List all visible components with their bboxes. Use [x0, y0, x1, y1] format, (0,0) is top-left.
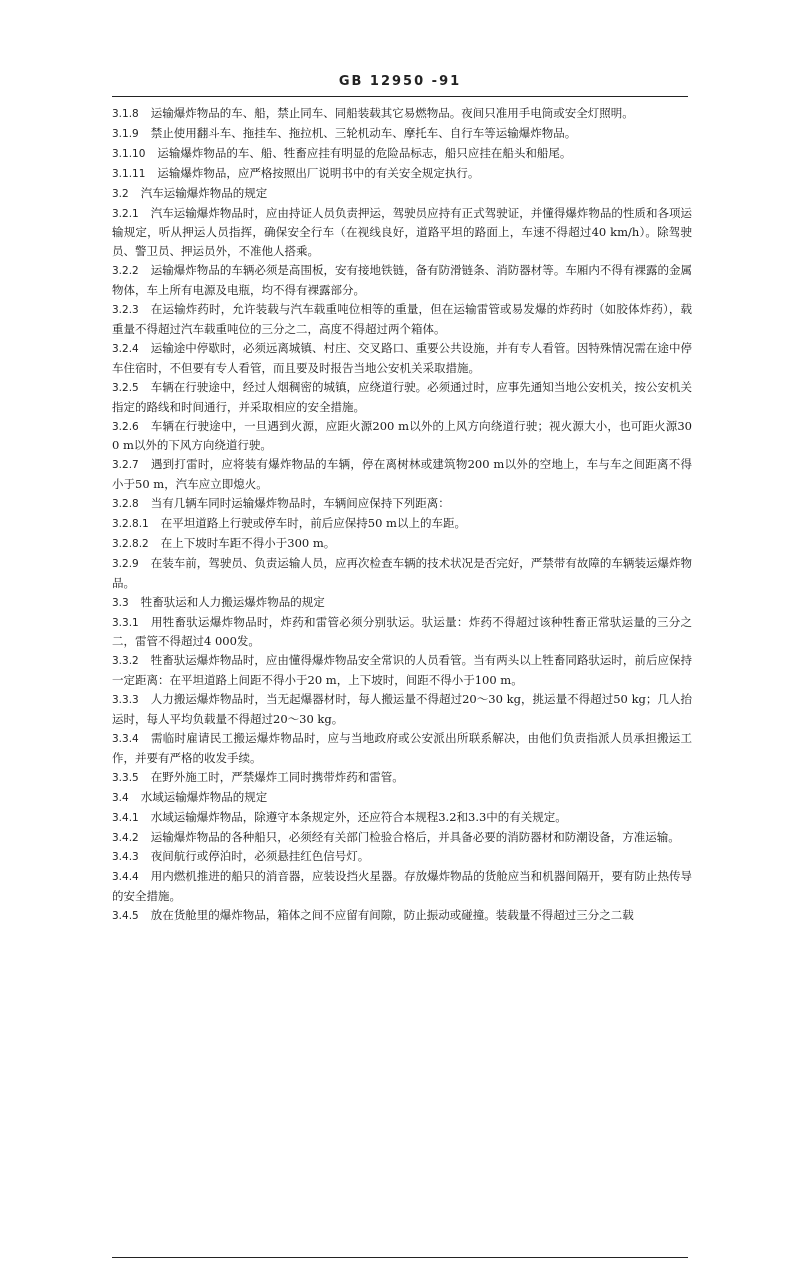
clause-text: 需临时雇请民工搬运爆炸物品时，应与当地政府或公安派出所联系解决，由他们负责指派人员承担搬运工作，并要有严格的收发手续。 [112, 731, 692, 765]
page-header: GB 12950 -91 [338, 74, 462, 89]
clause-number: 3.2.8.2 [112, 537, 149, 550]
clause-number: 3.4.2 [112, 831, 139, 844]
clause-number: 3.3.5 [112, 771, 139, 784]
clause-text: 运输爆炸物品的车、船、牲畜应挂有明显的危险品标志，船只应挂在船头和船尾。 [157, 145, 572, 160]
clause-text: 牲畜驮运爆炸物品时，应由懂得爆炸物品安全常识的人员看管。当有两头以上牲畜同路驮运时，前后应保持一定距离：在平坦道路上间距不得小于20 m，上下坡时，间距不得小于100 m。 [112, 653, 692, 688]
clause-paragraph [112, 788, 692, 808]
clause-number: 3.2.1 [112, 207, 139, 220]
clause-paragraph [112, 124, 692, 144]
clause-paragraph [112, 651, 692, 690]
clause-text: 水域运输爆炸物品，除遵守本条规定外，还应符合本规程3.2和3.3中的有关规定。 [150, 809, 567, 824]
clause-paragraph [112, 847, 692, 867]
clause-paragraph [112, 104, 692, 124]
clause-paragraph [112, 828, 692, 848]
clause-number: 3.4 [112, 791, 129, 804]
clause-paragraph [112, 729, 692, 768]
clause-text: 在野外施工时，严禁爆炸工同时携带炸药和雷管。 [150, 769, 404, 784]
clause-text: 运输爆炸物品，应严格按照出厂说明书中的有关安全规定执行。 [157, 165, 480, 180]
clause-number: 3.1.10 [112, 147, 146, 160]
clause-text: 车辆在行驶途中，经过人烟稠密的城镇，应绕道行驶。必须通过时，应事先通知当地公安机关，按公安机关指定的路线和时间通行，并采取相应的安全措施。 [112, 379, 692, 414]
clause-number: 3.2.9 [112, 557, 139, 570]
header-rule [112, 96, 688, 97]
clause-text: 在上下坡时车距不得小于300 m。 [160, 535, 336, 550]
clause-paragraph [112, 613, 692, 652]
clause-text: 人力搬运爆炸物品时，当无起爆器材时，每人搬运量不得超过20～30 kg，挑运量不得超过50 kg；几人抬运时，每人平均负载量不得超过20～30 kg。 [112, 692, 692, 727]
clause-number: 3.1.11 [112, 167, 146, 180]
clause-number: 3.3.4 [112, 733, 139, 745]
clause-number: 3.2.6 [112, 420, 139, 433]
clause-paragraph [112, 593, 692, 613]
clause-paragraph [112, 261, 692, 300]
clause-number: 3.4.1 [112, 811, 139, 824]
clause-number: 3.4.3 [112, 851, 139, 864]
clause-paragraph [112, 339, 692, 378]
clause-text: 遇到打雷时，应将装有爆炸物品的车辆，停在离树林或建筑物200 m以外的空地上，车与车之间距离不得小于50 m，汽车应立即熄火。 [112, 457, 692, 492]
clause-text: 在运输炸药时，允许装载与汽车载重吨位相等的重量，但在运输雷管或易发爆的炸药时（如胶体炸药），载重量不得超过汽车载重吨位的三分之二，高度不得超过两个箱体。 [112, 302, 692, 336]
clause-text: 放在货舱里的爆炸物品，箱体之间不应留有间隙，防止振动或碰撞。装载量不得超过三分之二载 [150, 908, 634, 923]
clause-paragraph [112, 514, 692, 534]
clause-number: 3.2.8.1 [112, 518, 149, 531]
clause-number: 3.2.7 [112, 459, 139, 472]
clause-number: 3.2 [112, 187, 129, 200]
clause-paragraph [112, 417, 692, 456]
clause-number: 3.2.3 [112, 304, 139, 317]
clause-text: 水域运输爆炸物品的规定 [140, 789, 268, 804]
clause-paragraph [112, 867, 692, 906]
clause-number: 3.2.5 [112, 381, 139, 394]
clause-text: 运输爆炸物品的车辆必须是高围板，安有接地铁链，备有防滑链条、消防器材等。车厢内不得有裸露的金属物体，车上所有电源及电瓶，均不得有裸露部分。 [112, 263, 692, 298]
clause-text: 运输爆炸物品的各种船只，必须经有关部门检验合格后，并具备必要的消防器材和防潮设备，方准运输。 [150, 829, 680, 844]
clause-text: 汽车运输爆炸物品时，应由持证人员负责押运，驾驶员应持有正式驾驶证，并懂得爆炸物品的性质和各项运输规定，听从押运人员指挥，确保安全行车（在视线良好，道路平坦的路面上，车速不得超过40 km/h）。除驾驶员、警卫员、押运员外，不准他人搭乘。 [112, 205, 692, 259]
clause-text: 用牲畜驮运爆炸物品时，炸药和雷管必须分别驮运。驮运量：炸药不得超过该种牲畜正常驮运量的三分之二，雷管不得超过4 000发。 [112, 614, 692, 649]
clause-paragraph [112, 455, 692, 494]
clause-text: 禁止使用翻斗车、拖挂车、拖拉机、三轮机动车、摩托车、自行车等运输爆炸物品。 [150, 125, 577, 140]
clause-text: 在平坦道路上行驶或停车时，前后应保持50 m以上的车距。 [160, 516, 466, 531]
clause-paragraph [112, 690, 692, 729]
clause-number: 3.3.3 [112, 694, 139, 707]
document-body [112, 104, 692, 926]
clause-paragraph [112, 144, 692, 164]
footer-rule [112, 1257, 688, 1258]
clause-text: 牲畜驮运和人力搬运爆炸物品的规定 [140, 594, 325, 609]
clause-paragraph [112, 906, 692, 926]
clause-number: 3.4.5 [112, 910, 139, 923]
clause-paragraph [112, 378, 692, 417]
clause-paragraph [112, 554, 692, 593]
clause-number: 3.2.8 [112, 498, 139, 511]
clause-number: 3.3 [112, 596, 129, 609]
clause-paragraph [112, 534, 692, 554]
clause-paragraph [112, 184, 692, 204]
clause-number: 3.2.2 [112, 265, 139, 278]
clause-number: 3.4.4 [112, 871, 139, 884]
clause-text: 夜间航行或停泊时，必须悬挂红色信号灯。 [150, 849, 370, 864]
clause-paragraph [112, 204, 692, 262]
clause-paragraph [112, 808, 692, 828]
clause-text: 当有几辆车同时运输爆炸物品时，车辆间应保持下列距离： [150, 496, 450, 511]
clause-text: 汽车运输爆炸物品的规定 [140, 185, 268, 200]
clause-paragraph [112, 494, 692, 514]
clause-number: 3.1.8 [112, 108, 139, 120]
clause-paragraph [112, 164, 692, 184]
clause-text: 运输爆炸物品的车、船，禁止同车、同船装载其它易燃物品。夜间只准用手电筒或安全灯照明。 [150, 106, 634, 120]
clause-text: 在装车前，驾驶员、负责运输人员，应再次检查车辆的技术状况是否完好，严禁带有故障的车辆装运爆炸物品。 [112, 555, 692, 590]
clause-text: 用内燃机推进的船只的消音器，应装设挡火星器。存放爆炸物品的货舱应当和机器间隔开，要有防止热传导的安全措施。 [112, 869, 692, 904]
clause-number: 3.2.4 [112, 342, 139, 355]
clause-text: 车辆在行驶途中，一旦遇到火源，应距火源200 m以外的上风方向绕道行驶；视火源大小，也可距火源300 m以外的下风方向绕道行驶。 [112, 418, 692, 453]
clause-number: 3.1.9 [112, 127, 139, 140]
clause-paragraph [112, 768, 692, 788]
clause-paragraph [112, 300, 692, 339]
clause-text: 运输途中停歇时，必须远离城镇、村庄、交叉路口、重要公共设施，并有专人看管。因特殊情况需在途中停车住宿时，不但要有专人看管，而且要及时报告当地公安机关采取措施。 [112, 340, 692, 375]
clause-number: 3.3.2 [112, 655, 139, 668]
clause-number: 3.3.1 [112, 616, 139, 629]
